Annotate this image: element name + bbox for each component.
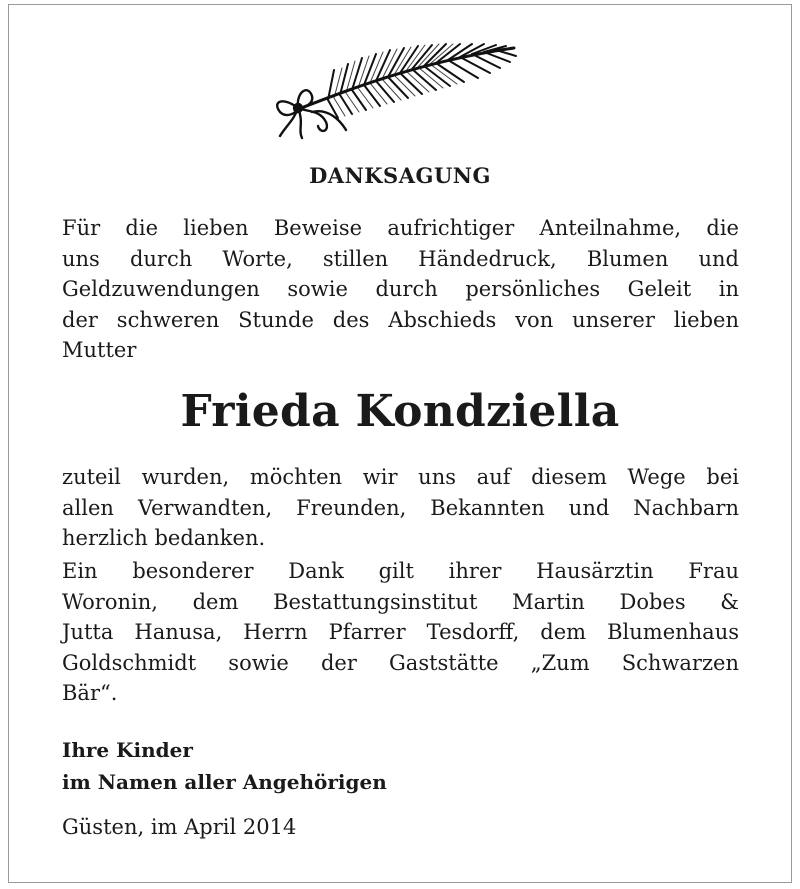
palm-frond-with-bow-icon	[268, 40, 520, 140]
text-line: Goldschmidt sowie der Gaststätte „Zum Schwarzen	[62, 650, 739, 675]
special-thanks-paragraph	[62, 556, 739, 709]
notice-heading: DANKSAGUNG	[309, 163, 491, 188]
signature-block	[62, 734, 387, 798]
text-line: allen Verwandten, Freunden, Bekannten und Nachbarn	[62, 495, 739, 520]
text-line: Ein besonderer Dank gilt ihrer Hausärztin Frau	[62, 559, 739, 583]
text-line: der schweren Stunde des Abschieds von unserer lieben	[62, 307, 739, 332]
signature-line: Ihre Kinder	[62, 738, 193, 762]
text-line: Woronin, dem Bestattungsinstitut Martin Dobes &	[62, 589, 739, 614]
text-line: Jutta Hanusa, Herrn Pfarrer Tesdorff, dem Blumenhaus	[62, 620, 739, 644]
text-line: Bär“.	[62, 681, 118, 705]
signature-line: im Namen aller Angehörigen	[62, 770, 387, 794]
text-line: herzlich bedanken.	[62, 526, 266, 550]
place-date: Güsten, im April 2014	[62, 815, 297, 839]
text-line: zuteil wurden, möchten wir uns auf diesem Wege bei	[62, 465, 739, 489]
text-line: Mutter	[62, 338, 137, 362]
text-line: uns durch Worte, stillen Händedruck, Blumen und	[62, 246, 739, 271]
deceased-name: Frieda Kondziella	[180, 386, 620, 437]
intro-paragraph	[62, 213, 739, 366]
text-line: Geldzuwendungen sowie durch persönliches Geleit in	[62, 277, 739, 301]
thanks-paragraph	[62, 462, 739, 554]
text-line: Für die lieben Beweise aufrichtiger Anteilnahme, die	[62, 216, 739, 240]
